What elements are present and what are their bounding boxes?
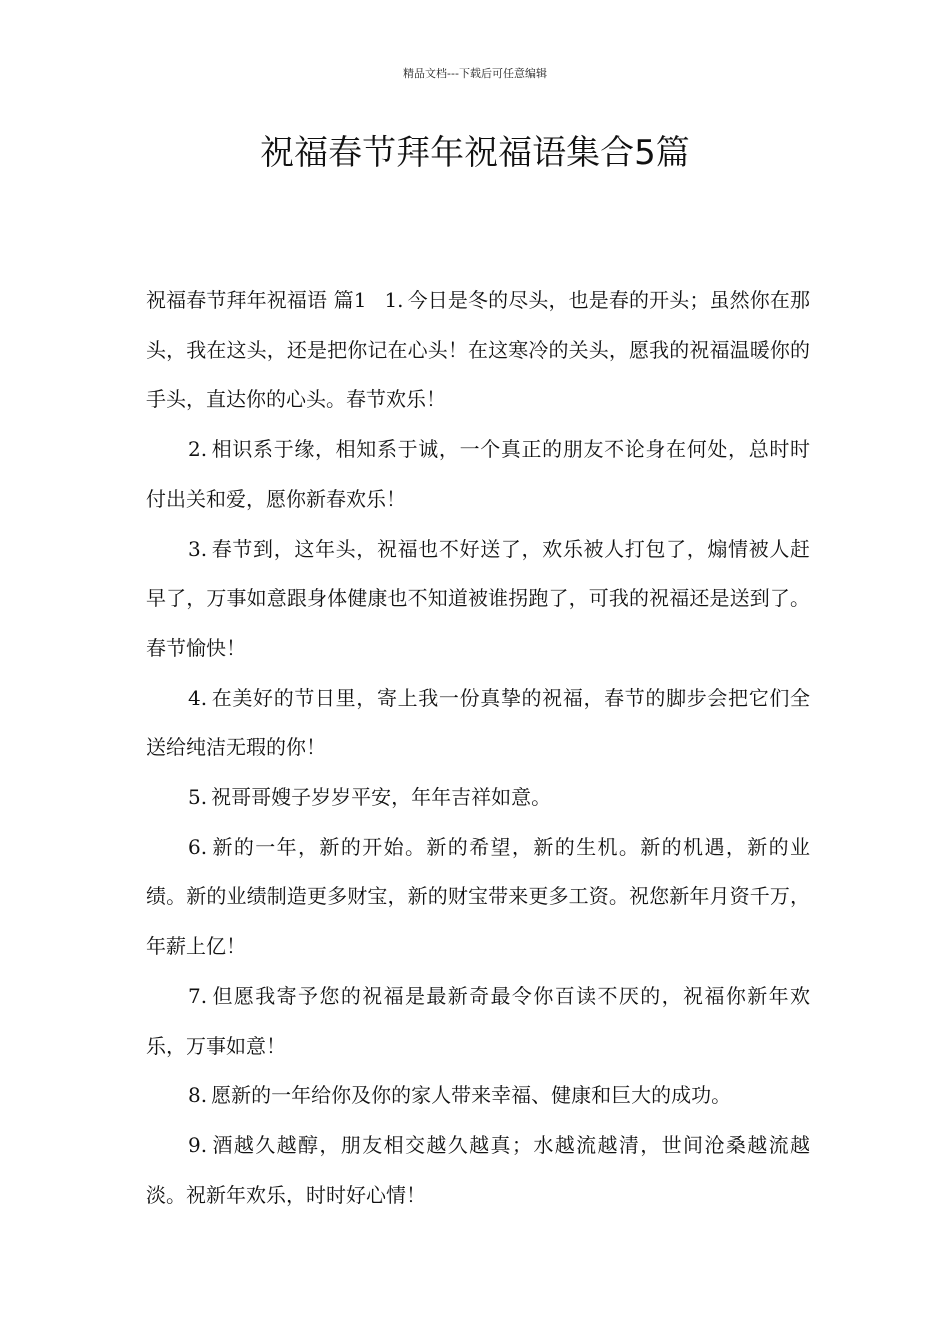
item-number: 1.	[384, 288, 404, 312]
paragraph-item-1	[146, 276, 810, 425]
item-text: 相识系于缘，相知系于诚，一个真正的朋友不论身在何处，总时时付出关和爱，愿你新春欢乐！	[146, 437, 810, 511]
item-number: 5.	[188, 785, 208, 810]
item-text: 在美好的节日里，寄上我一份真挚的祝福，春节的脚步会把它们全送给纯洁无瑕的你！	[146, 685, 810, 760]
item-text: 祝哥哥嫂子岁岁平安，年年吉祥如意。	[211, 785, 552, 810]
paragraph-item-5	[146, 773, 810, 823]
item-number: 6.	[188, 834, 208, 859]
item-number: 4.	[188, 685, 208, 710]
paragraph-item-4	[146, 674, 810, 773]
paragraph-item-3	[146, 525, 810, 674]
item-number: 8.	[188, 1083, 208, 1108]
section-label: 祝福春节拜年祝福语 篇1	[146, 288, 367, 312]
item-text: 今日是冬的尽头，也是春的开头；虽然你在那头，我在这头，还是把你记在心头！在这寒冷的关头，愿我的祝福温暖你的手头，直达你的心头。春节欢乐！	[146, 288, 810, 412]
document-title: 祝福春节拜年祝福语集合5篇	[260, 133, 690, 173]
paragraph-item-6	[146, 823, 810, 972]
header-note: 精品文档---下载后可任意编辑	[403, 67, 547, 80]
paragraph-item-8	[146, 1071, 810, 1121]
paragraph-item-7	[146, 972, 810, 1071]
item-number: 7.	[188, 983, 208, 1008]
item-text: 春节到，这年头，祝福也不好送了，欢乐被人打包了，煽情被人赶早了，万事如意跟身体健康也不知道被谁拐跑了，可我的祝福还是送到了。春节愉快！	[146, 536, 810, 660]
item-text: 酒越久越醇，朋友相交越久越真；水越流越清，世间沧桑越流越淡。祝新年欢乐，时时好心情！	[146, 1132, 810, 1207]
document-body	[146, 276, 810, 1220]
paragraph-item-9	[146, 1121, 810, 1220]
item-text: 但愿我寄予您的祝福是最新奇最令你百读不厌的，祝福你新年欢乐，万事如意！	[146, 983, 810, 1058]
item-text: 愿新的一年给你及你的家人带来幸福、健康和巨大的成功。	[211, 1083, 732, 1108]
paragraph-item-2	[146, 425, 810, 524]
item-number: 9.	[188, 1132, 208, 1157]
item-text: 新的一年，新的开始。新的希望，新的生机。新的机遇，新的业绩。新的业绩制造更多财宝，新的财宝带来更多工资。祝您新年月资千万，年薪上亿！	[146, 834, 810, 959]
item-number: 3.	[188, 536, 208, 561]
item-number: 2.	[188, 437, 208, 462]
